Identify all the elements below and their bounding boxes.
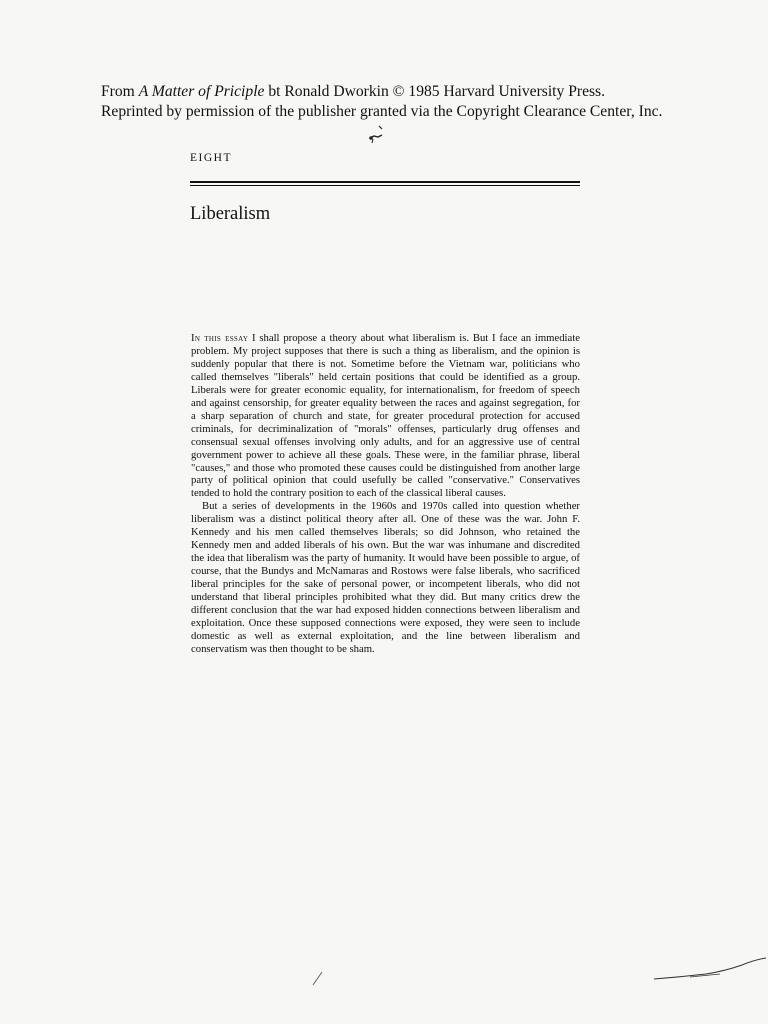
paragraph-2: But a series of developments in the 1960s and 1970s called into question whether liberalism was a distinct political theory after all. One of these was the war. John F. Kennedy and his men called themselves liberals; so did Johnson, who retained the Kennedy men and added liberals of his own. But the war was inhumane and discredited the idea that liberalism was the party of humanity. It would have been possible to argue, of course, that the Bundys and McNamaras and Rostows were false liberals, who sacrificed liberal principles for the sake of personal power, or incompetent liberals, who did not understand that liberal principles prohibited what they did. But many critics drew the different conclusion that the war had exposed hidden connections between liberalism and exploitation. Once these supposed connections were exposed, they were seen to include domestic as well as external exploitation, and the line between liberalism and conservatism was then thought to be sham. bbox=[191, 500, 580, 655]
book-title: A Matter of Priciple bbox=[138, 83, 265, 100]
permission-notice bbox=[101, 82, 701, 122]
scan-mark-bottom-right bbox=[650, 950, 768, 984]
chapter-title: Liberalism bbox=[190, 204, 271, 224]
chapter-number: EIGHT bbox=[190, 152, 232, 164]
paragraph-1: In this essay I shall propose a theory about what liberalism is. But I face an immediate problem. My project supposes that there is such a thing as liberalism, and the opinion is suddenly popular that there is not. Sometime before the Vietnam war, politicians who called themselves "liberals" held certain positions that could be identified as a group. Liberals were for greater economic equality, for internationalism, for freedom of speech and against censorship, for greater equality between the races and against segregation, for a sharp separation of church and state, for greater procedural protection for accused criminals, for decriminalization of "morals" offenses, particularly drug offenses and consensual sexual offenses involving only adults, and for an aggressive use of central government power to achieve all these goals. These were, in the familiar phrase, liberal "causes," and those who promoted these causes could be distinguished from another large party of political opinion that could usefully be called "conservative." Conservatives tended to hold the contrary position to each of the classical liberal causes. bbox=[191, 332, 580, 500]
scan-mark-top bbox=[364, 124, 388, 146]
permission-line-2: Reprinted by permission of the publisher granted via the Copyright Clearance Center, Inc. bbox=[101, 103, 663, 120]
essay-body bbox=[191, 332, 580, 656]
scan-mark-bottom-center bbox=[310, 968, 326, 988]
title-rule-top bbox=[190, 181, 580, 183]
title-rule-bottom bbox=[190, 185, 580, 186]
lead-in: In this essay bbox=[191, 332, 249, 344]
permission-line-1: From A Matter of Priciple bt Ronald Dworkin © 1985 Harvard University Press. bbox=[101, 83, 606, 100]
